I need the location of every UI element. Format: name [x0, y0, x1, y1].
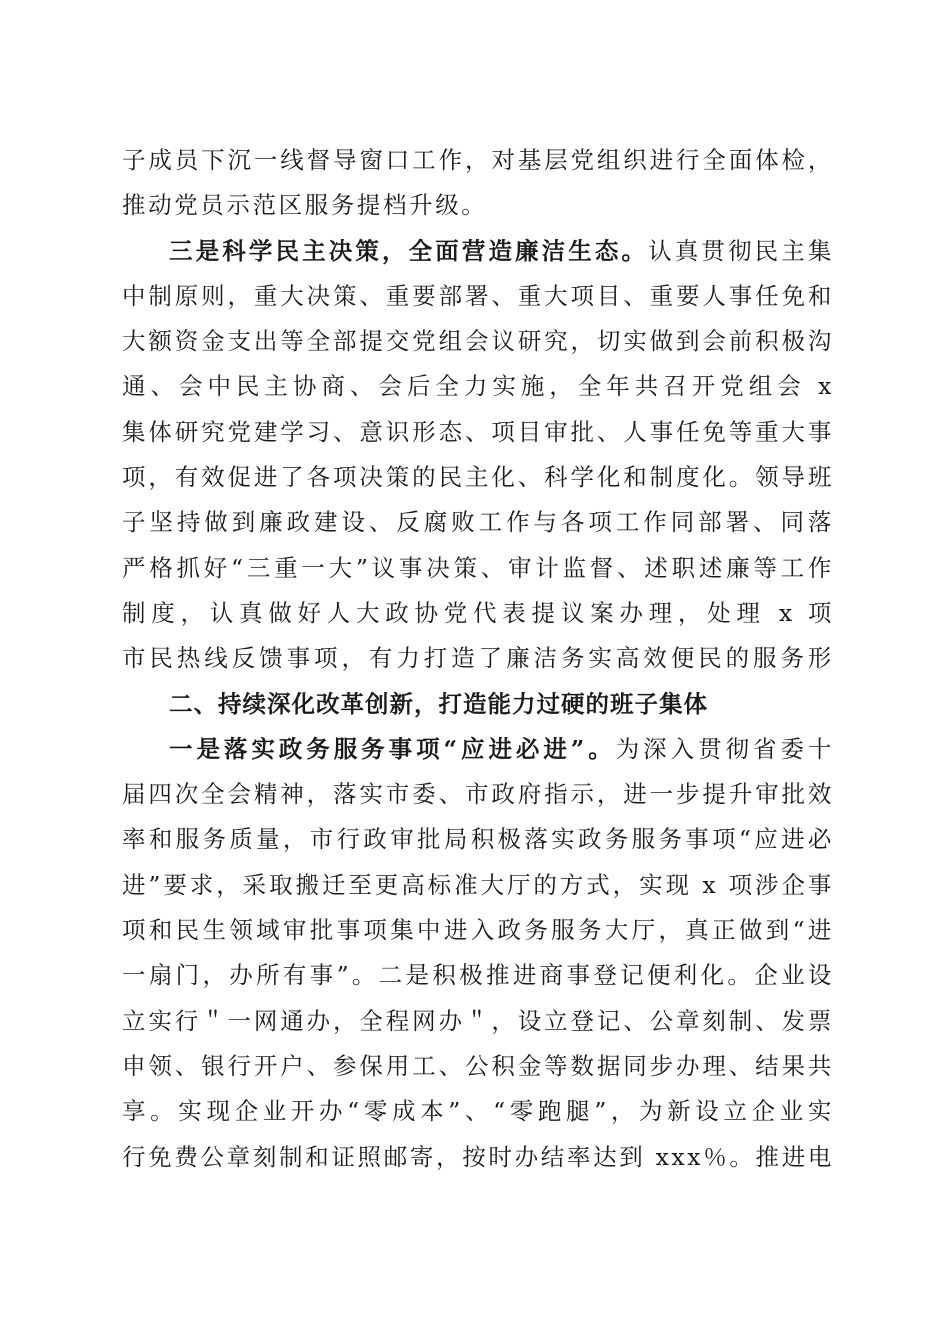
paragraph-line: 市民热线反馈事项，有力打造了廉洁务实高效便民的服务形 [122, 644, 834, 673]
paragraph-lead: 三是科学民主决策，全面营造廉洁生态。 [169, 236, 649, 265]
paragraph-line: 子成员下沉一线督导窗口工作，对基层党组织进行全面体检， [122, 146, 834, 174]
paragraph-line: 项，有效促进了各项决策的民主化、科学化和制度化。领导班 [122, 463, 834, 492]
paragraph-line: 申领、银行开户、参保用工、公积金等数据同步办理、结果共 [122, 1051, 834, 1080]
paragraph-first-line [122, 727, 834, 772]
paragraph-line: 立实行＂一网通办，全程网办＂，设立登记、公章刻制、发票 [122, 1006, 834, 1035]
paragraph-line: 制度，认真做好人大政协党代表提议案办理，处理 x 项 [122, 598, 834, 627]
paragraph-text: 为深入贯彻省委十 [615, 734, 834, 763]
document-body [122, 138, 834, 1180]
paragraph-line: 大额资金支出等全部提交党组会议研究，切实做到会前积极沟 [122, 327, 834, 356]
paragraph-first-line [122, 229, 834, 274]
paragraph-line: 进”要求，采取搬迁至更高标准大厅的方式，实现 x 项涉企事 [122, 870, 834, 899]
paragraph-line: 推动党员示范区服务提档升级。 [122, 191, 488, 220]
paragraph-line: 集体研究党建学习、意识形态、项目审批、人事任免等重大事 [122, 417, 834, 446]
paragraph-line: 子坚持做到廉政建设、反腐败工作与各项工作同部署、同落 [122, 508, 834, 537]
paragraph-line: 严格抓好“三重一大”议事决策、审计监督、述职述廉等工作 [122, 553, 834, 582]
paragraph-line: 率和服务质量，市行政审批局积极落实政务服务事项“应进必 [122, 825, 834, 854]
paragraph-text: 认真贯彻民主集 [648, 236, 834, 265]
paragraph-line: 届四次全会精神，落实市委、市政府指示，进一步提升审批效 [122, 780, 834, 809]
paragraph-line: 通、会中民主协商、会后全力实施，全年共召开党组会 x [122, 372, 834, 401]
paragraph-lead: 一是落实政务服务事项“应进必进”。 [169, 734, 616, 763]
paragraph-line: 项和民生领域审批事项集中进入政务服务大厅，真正做到“进 [122, 916, 834, 945]
paragraph-line: 一扇门，办所有事”。二是积极推进商事登记便利化。企业设 [122, 961, 834, 990]
section-heading: 二、持续深化改革创新，打造能力过硬的班子集体 [169, 689, 708, 718]
paragraph-line: 享。实现企业开办“零成本”、“零跑腿”，为新设立企业实 [122, 1097, 834, 1126]
paragraph-line: 中制原则，重大决策、重要部署、重大项目、重要人事任免和 [122, 281, 834, 310]
paragraph-line: 行免费公章刻制和证照邮寄，按时办结率达到 xxx％。推进电 [122, 1142, 834, 1171]
